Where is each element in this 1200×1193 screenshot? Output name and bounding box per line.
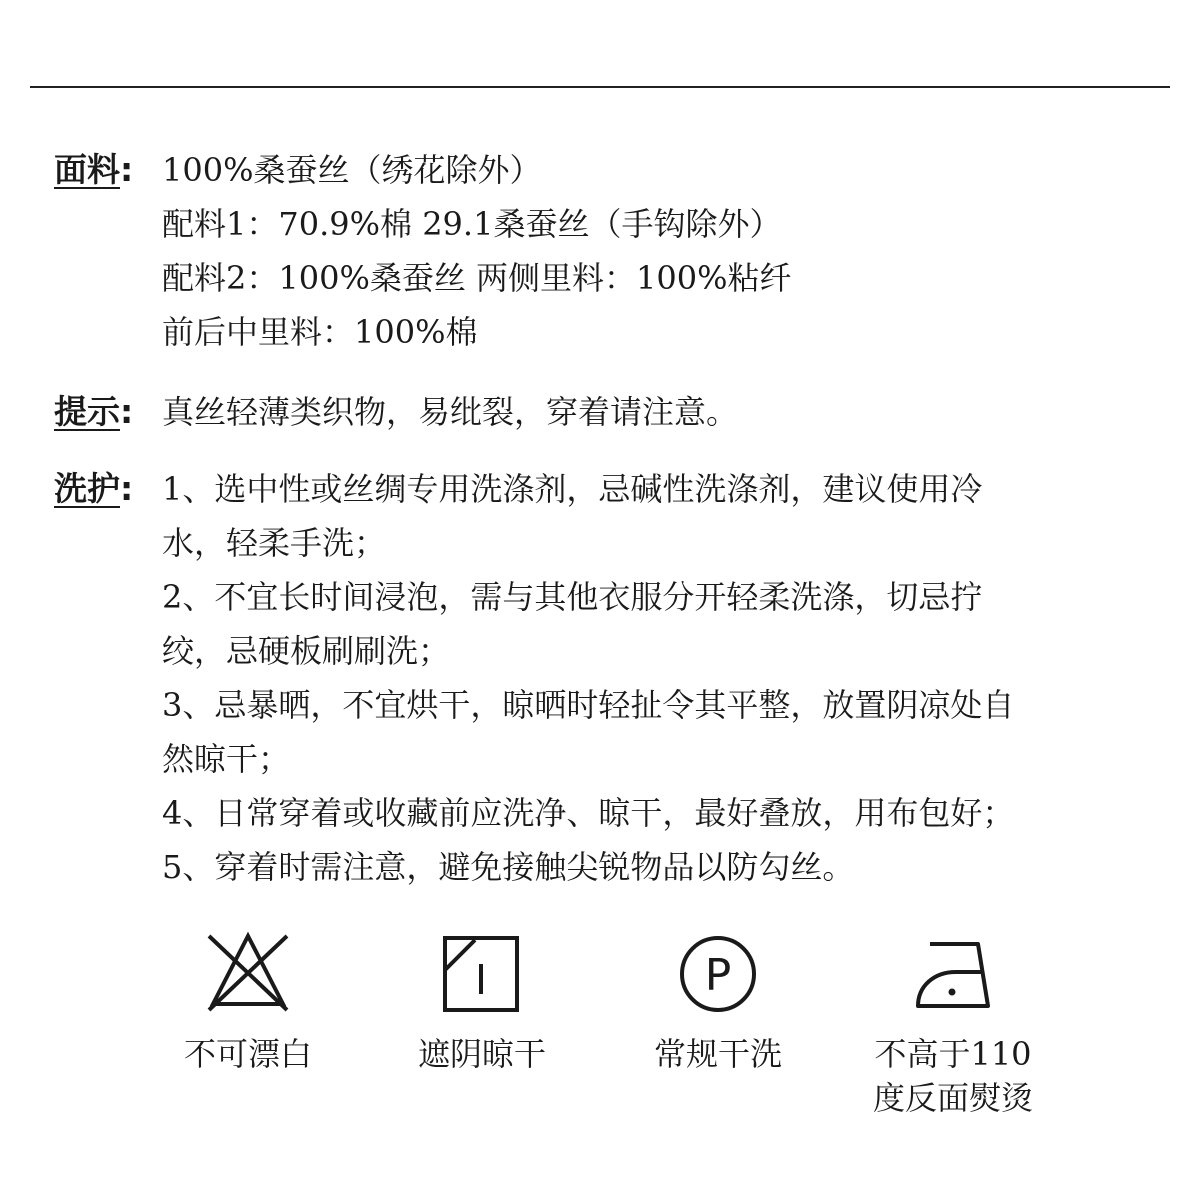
iron-caption	[853, 1032, 1053, 1120]
fabric-line: 前后中里料：100%棉	[162, 313, 478, 351]
shade-dry-caption: 遮阴晾干	[417, 1035, 546, 1073]
tip-lines	[162, 385, 1154, 439]
fabric-line: 100%桑蚕丝（绣花除外）	[162, 151, 542, 189]
care-line: 水，轻柔手洗；	[162, 524, 387, 562]
dry-clean-caption: 常规干洗	[653, 1035, 782, 1073]
tip-line: 真丝轻薄类织物，易纰裂，穿着请注意。	[162, 393, 739, 431]
iron-caption-line: 不高于110	[874, 1035, 1032, 1073]
fabric-line: 配料1：70.9%棉 29.1桑蚕丝（手钩除外）	[162, 205, 782, 243]
shade-dry-icon	[437, 930, 527, 1014]
no-bleach-caption: 不可漂白	[183, 1035, 312, 1073]
care-section	[54, 462, 1154, 894]
fabric-section	[54, 143, 1154, 359]
top-divider	[30, 86, 1170, 88]
care-lines	[162, 462, 1154, 894]
care-line: 4、日常穿着或收藏前应洗净、晾干，最好叠放，用布包好；	[162, 794, 1015, 832]
care-line: 绞，忌硬板刷刷洗；	[162, 632, 451, 670]
tip-section	[54, 385, 1154, 439]
dry-clean-p-icon	[673, 930, 763, 1014]
iron-low-icon	[908, 930, 998, 1014]
no-bleach-icon	[203, 930, 293, 1014]
fabric-label: 面料:	[54, 150, 134, 189]
care-line: 5、穿着时需注意，避免接触尖锐物品以防勾丝。	[162, 848, 855, 886]
care-symbol-shade-dry	[382, 930, 582, 1076]
fabric-line: 配料2：100%桑蚕丝 两侧里料：100%粘纤	[162, 259, 792, 297]
care-line: 1、选中性或丝绸专用洗涤剂，忌碱性洗涤剂，建议使用冷	[162, 470, 983, 508]
care-line: 然晾干；	[162, 740, 291, 778]
care-label: 洗护:	[54, 469, 134, 508]
care-line: 3、忌暴晒，不宜烘干，晾晒时轻扯令其平整，放置阴凉处自	[162, 686, 1015, 724]
tip-label: 提示:	[54, 392, 134, 431]
care-symbol-iron	[853, 930, 1053, 1120]
care-symbol-no-bleach	[148, 930, 348, 1076]
care-symbol-dry-clean	[618, 930, 818, 1076]
dry-clean-letter: P	[704, 950, 732, 1001]
iron-caption-line: 度反面熨烫	[872, 1079, 1033, 1117]
care-line: 2、不宜长时间浸泡，需与其他衣服分开轻柔洗涤，切忌拧	[162, 578, 983, 616]
care-symbols	[0, 930, 1200, 1130]
fabric-lines	[162, 143, 1154, 359]
